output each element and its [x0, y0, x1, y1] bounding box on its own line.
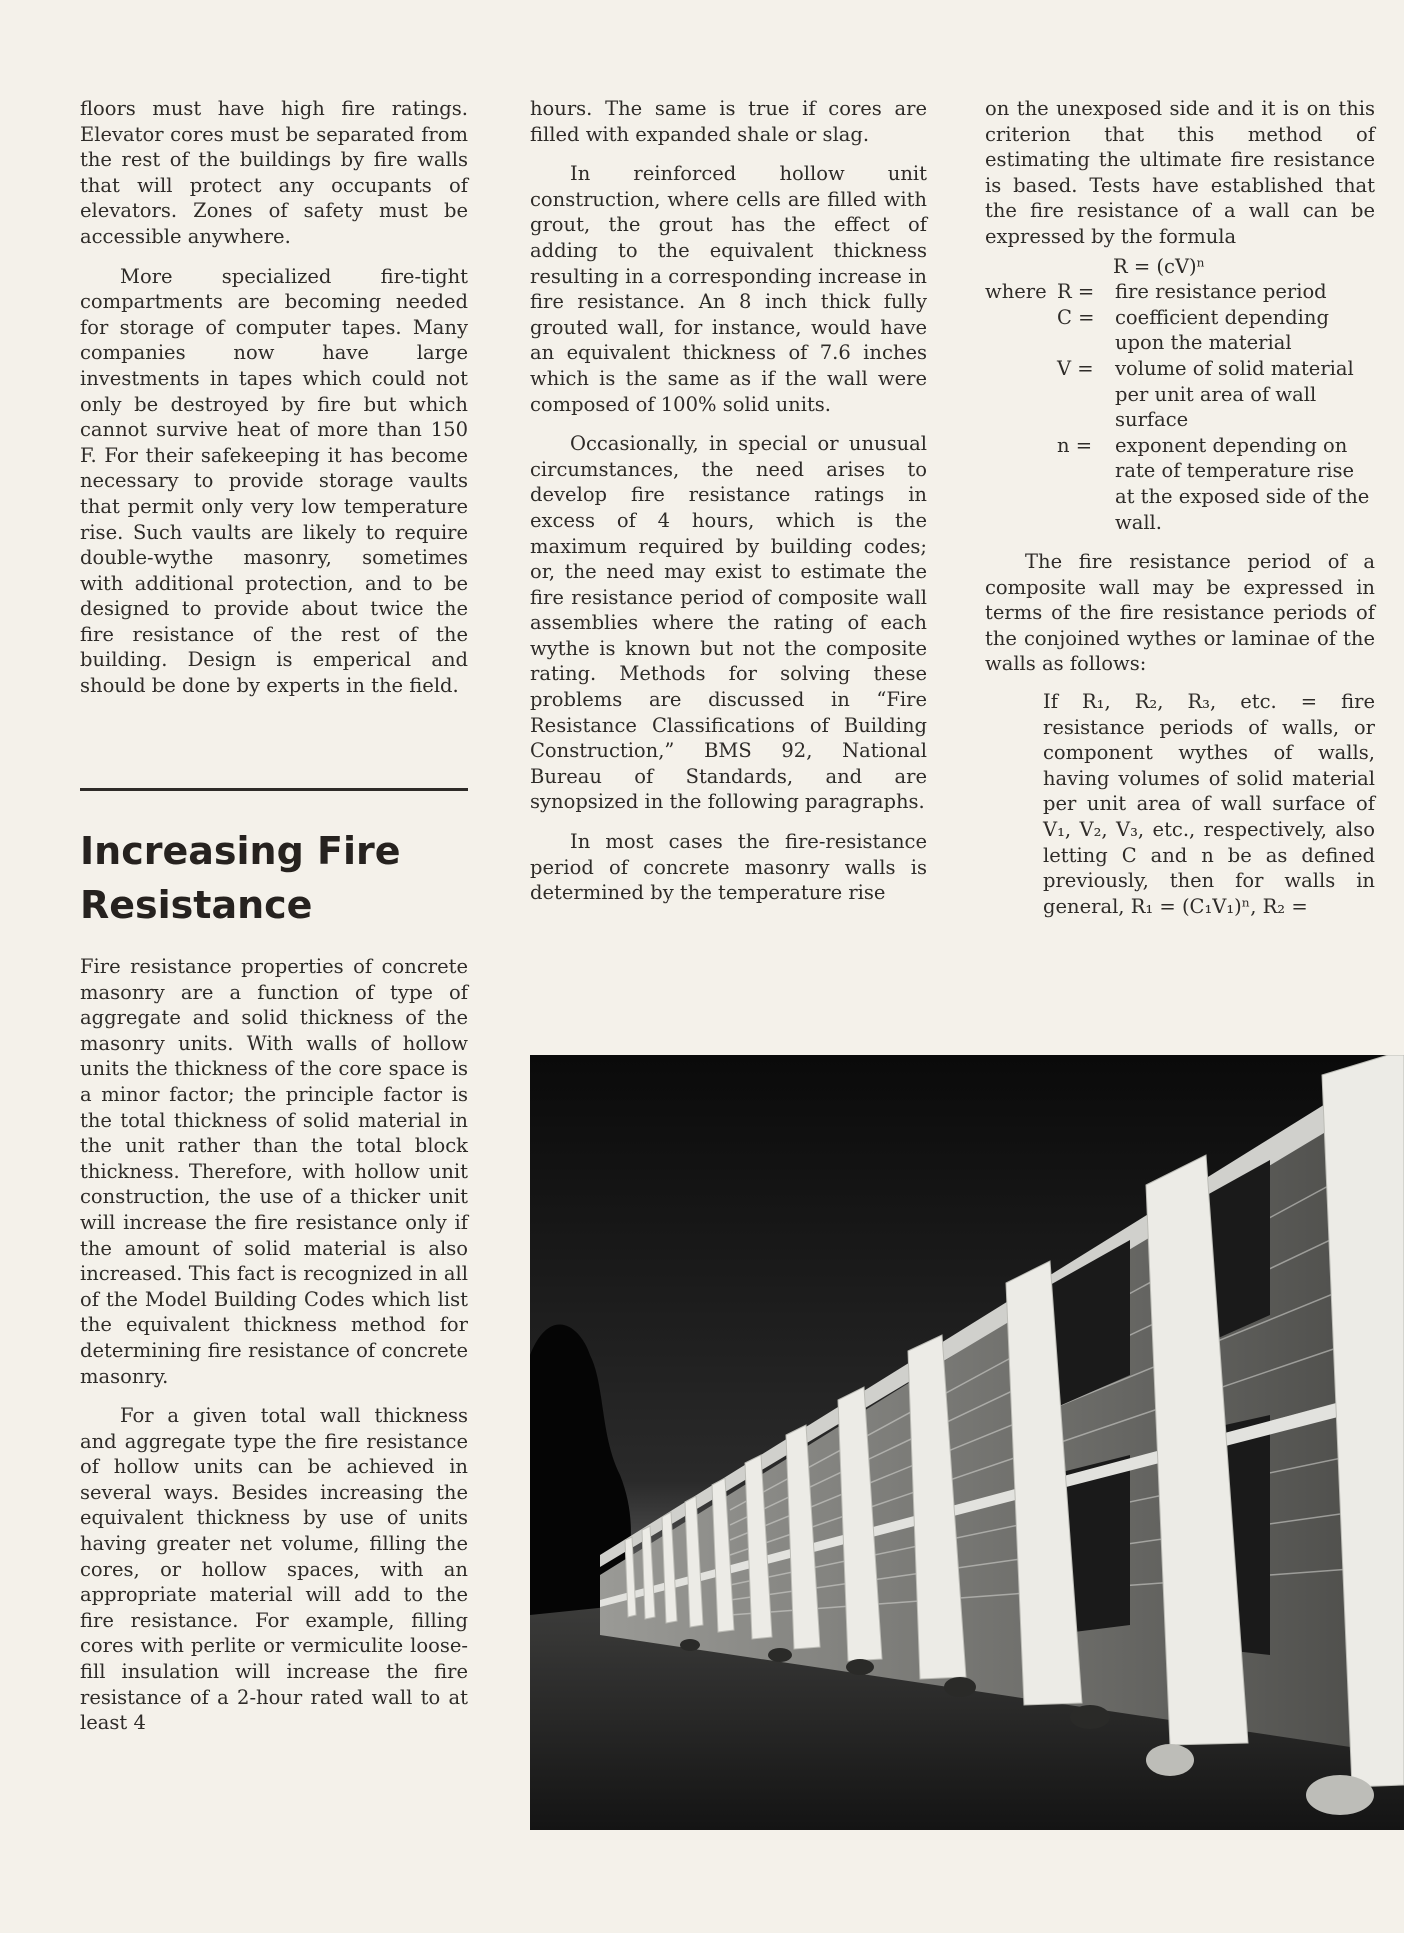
formula-definition	[985, 305, 1375, 356]
col1-paragraph-2: More specialized fire-tight compartments are becoming needed for storage of computer tapes. Many companies now have large investments in tapes which could not only be destroyed by fire but which cannot survive heat of more than 150 F. For their safekeeping it has become necessary to provide storage vaults that permit only very low temperature rise. Such vaults are likely to require double-wythe masonry, sometimes with additional protection, and to be designed to provide about twice the fire resistance of the rest of the building. Design is emperical and should be done by experts in the field.	[80, 264, 468, 698]
formula-definition	[985, 433, 1375, 535]
building-photograph	[530, 1055, 1404, 1830]
col1-paragraph-3: Fire resistance properties of concrete masonry are a function of type of aggregate and solid thickness of the masonry units. With walls of hollow units the thickness of the core space is a minor factor; the principle factor is the total thickness of solid material in the unit rather than the total block thickness. Therefore, with hollow unit construction, the use of a thicker unit will increase the fire resistance only if the amount of solid material is also increased. This fact is recognized in all of the Model Building Codes which list the equivalent thickness method for determining fire resistance of concrete masonry.	[80, 955, 468, 1388]
col1-paragraph-1: floors must have high fire ratings. Elevator cores must be separated from the rest of the buildings by fire walls that will protect any occupants of elevators. Zones of safety must be accessible anywhere.	[80, 97, 468, 248]
def-text: volume of solid material per unit area of wall surface	[1115, 356, 1354, 432]
col2-paragraph-1: hours. The same is true if cores are filled with expanded shale or slag.	[530, 97, 927, 146]
col2-paragraph-4: In most cases the fire-resistance period of concrete masonry walls is determined by the temperature rise	[530, 830, 927, 905]
def-symbol: n =	[1057, 433, 1093, 457]
column-1	[80, 96, 468, 699]
col2-paragraph-3: Occasionally, in special or unusual circumstances, the need arises to develop fire resistance ratings in excess of 4 hours, which is the maximum required by building codes; or, the need may exist to estimate the fire resistance period of composite wall assemblies where the rating of each wythe is known but not the composite rating. Methods for solving these problems are discussed in “Fire Resistance Classifications of Building Construction,” BMS 92, National Bureau of Standards, and are synopsized in the following paragraphs.	[530, 432, 927, 814]
column-2	[530, 96, 927, 906]
def-symbol: V =	[1057, 356, 1094, 380]
section-divider	[80, 788, 468, 791]
def-symbol: R =	[1057, 280, 1095, 304]
building-photo-image	[530, 1055, 1404, 1830]
column-3	[985, 96, 1375, 919]
column-1-lower	[80, 954, 468, 1736]
col1-paragraph-4: For a given total wall thickness and aggregate type the fire resistance of hollow units can be achieved in several ways. Besides increasing the equivalent thickness by use of units having greater net volume, filling the cores, or hollow spaces, with an appropriate material will add to the fire resistance. For example, filling cores with perlite or vermiculite loose-fill insulation will increase the fire resistance of a 2-hour rated wall to at least 4	[80, 1404, 468, 1735]
def-text: exponent depending on rate of temperature rise at the exposed side of the wall.	[1115, 433, 1370, 534]
col3-paragraph-2: The fire resistance period of a composite wall may be expressed in terms of the fire resistance periods of the conjoined wythes or laminae of the walls as follows:	[985, 550, 1375, 676]
formula-block	[985, 254, 1375, 536]
def-text: fire resistance period	[1115, 280, 1327, 304]
formula-definition	[985, 279, 1375, 305]
col3-paragraph-3: If R₁, R₂, R₃, etc. = fire resistance periods of walls, or component wythes of walls, having volumes of solid material per unit area of wall surface of V₁, V₂, V₃, etc., respectively, also letting C and n be as defined previously, then for walls in general, R₁ = (C₁V₁)ⁿ, R₂ =	[1043, 690, 1375, 918]
where-label: where	[985, 280, 1047, 304]
formula-equation: R = (cV)ⁿ	[1113, 254, 1206, 278]
col3-indented-paragraph	[985, 689, 1375, 919]
formula-definition	[985, 356, 1375, 433]
def-text: coefficient depending upon the material	[1115, 305, 1329, 355]
col2-paragraph-2: In reinforced hollow unit construction, where cells are filled with grout, the grout has the effect of adding to the equivalent thickness resulting in a corresponding increase in fire resistance. An 8 inch thick fully grouted wall, for instance, would have an equivalent thickness of 7.6 inches which is the same as if the wall were composed of 100% solid units.	[530, 162, 927, 416]
def-symbol: C =	[1057, 305, 1095, 329]
col3-paragraph-1: on the unexposed side and it is on this criterion that this method of estimating the ultimate fire resistance is based. Tests have established that the fire resistance of a wall can be expressed by the formula	[985, 97, 1375, 248]
section-heading: Increasing Fire Resistance	[80, 829, 401, 927]
